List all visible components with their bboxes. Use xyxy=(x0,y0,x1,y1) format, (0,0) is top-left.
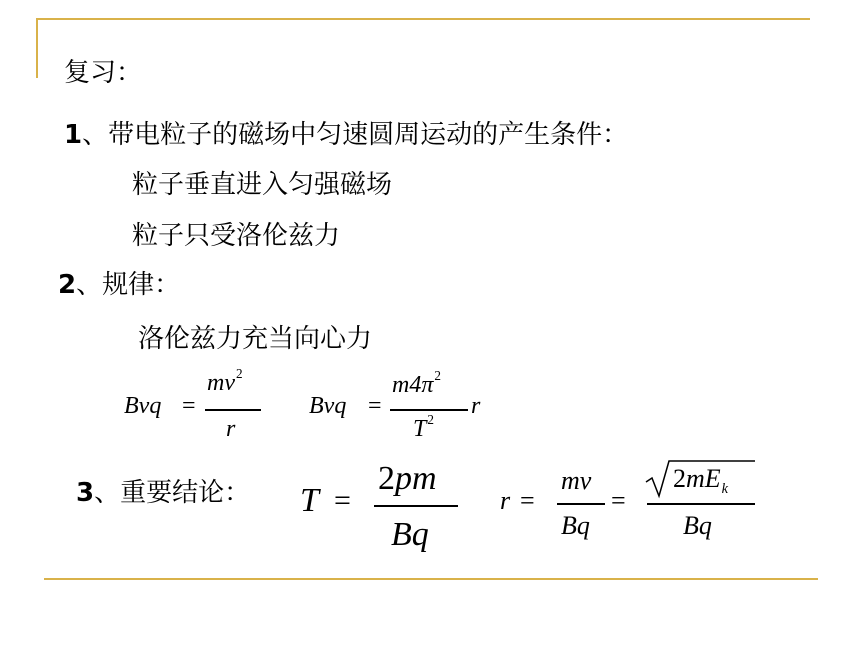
item2-number: 2 xyxy=(58,270,77,300)
bottom-rule xyxy=(44,578,818,580)
eq1-fraction-bar xyxy=(205,409,261,411)
eqr-fraction-bar-2 xyxy=(647,503,755,505)
left-rule xyxy=(36,18,38,78)
eqr-equals-2: = xyxy=(611,486,626,515)
eqT-lhs: T xyxy=(300,482,319,519)
eq2-numerator: $m4\pi^2$ xyxy=(392,368,441,398)
eqr-radicand: $2mE_k$ xyxy=(673,464,729,497)
eqT-fraction-bar xyxy=(374,505,458,507)
eqr-numerator-1: mv xyxy=(561,466,592,495)
eq1-lhs: Bvq xyxy=(124,393,162,419)
top-rule xyxy=(36,18,810,20)
eq1-equals: = xyxy=(182,393,196,419)
radical-sign xyxy=(645,460,675,500)
eq2-fraction-bar xyxy=(390,409,468,411)
item1-title xyxy=(64,114,628,151)
eq2-denominator: $T^2$ xyxy=(413,412,434,442)
item1-condition1: 粒子垂直进入匀强磁场 xyxy=(132,170,393,200)
item2-title xyxy=(58,264,180,301)
slide-heading: 复习： xyxy=(64,58,143,88)
item3-number: 3 xyxy=(76,478,95,508)
eq1-numerator: $mv^2$ xyxy=(207,366,243,396)
eqT-equals: = xyxy=(334,484,351,517)
item2-statement: 洛伦兹力充当向心力 xyxy=(138,324,373,354)
eqr-denominator-2: Bq xyxy=(683,511,712,540)
eqr-fraction-bar-1 xyxy=(557,503,605,505)
eq2-lhs: Bvq xyxy=(309,393,347,419)
item3-title xyxy=(76,472,250,509)
eqr-lhs: r xyxy=(500,486,511,515)
eq1-denominator: r xyxy=(226,416,236,442)
item1-number: 1 xyxy=(64,120,83,150)
eq2-tail-r: r xyxy=(471,393,481,419)
eqT-denominator: Bq xyxy=(391,516,429,553)
item2-title-text: 、规律： xyxy=(76,270,181,300)
eqT-numerator: 2pm xyxy=(378,460,437,497)
eqr-equals-1: = xyxy=(520,486,535,515)
item1-condition2: 粒子只受洛伦兹力 xyxy=(132,221,341,251)
eq2-equals: = xyxy=(368,393,382,419)
eqr-denominator-1: Bq xyxy=(561,511,590,540)
item1-title-text: 、带电粒子的磁场中匀速圆周运动的产生条件： xyxy=(82,120,629,150)
item3-title-text: 、重要结论： xyxy=(94,478,251,508)
